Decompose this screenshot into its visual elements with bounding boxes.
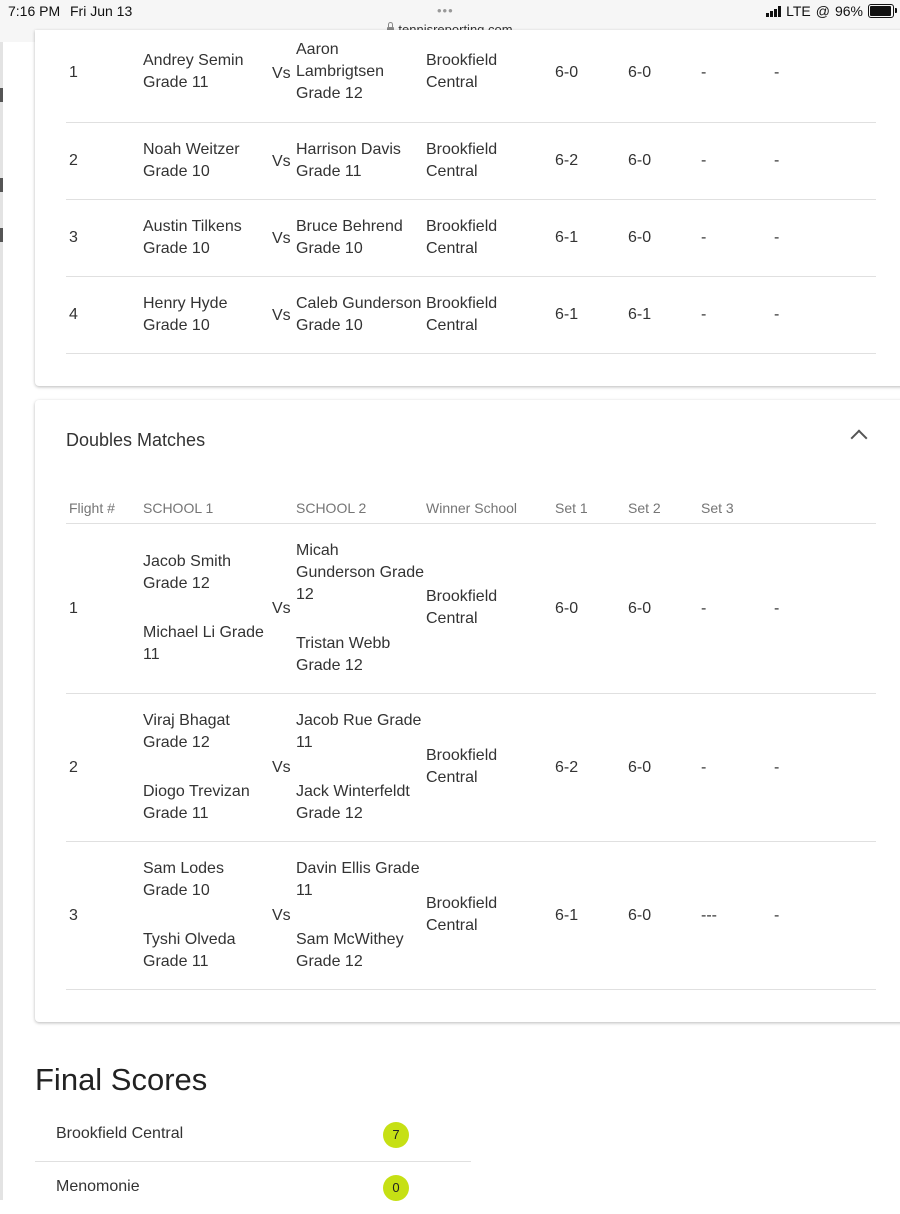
score-badge: 0 <box>383 1175 409 1201</box>
vs-label: Vs <box>272 907 291 924</box>
winner-school: Brookfield Central <box>426 218 498 257</box>
set1-score: 6-0 <box>555 600 579 617</box>
tab-dots-icon[interactable]: ••• <box>437 3 454 18</box>
orientation-lock-icon: @ <box>815 3 830 19</box>
table-row <box>66 30 876 123</box>
school2-player: Aaron Lambrigtsen Grade 12 <box>296 41 385 102</box>
final-score-row <box>35 1162 471 1214</box>
header-school2[interactable]: SCHOOL 2 <box>296 500 367 516</box>
school2-player-b: Sam McWithey Grade 12 <box>296 931 404 970</box>
school1-player-b: Diogo Trevizan Grade 11 <box>143 783 250 822</box>
final-scores-title: Final Scores <box>35 1062 208 1097</box>
school2-player-b: Tristan Webb Grade 12 <box>296 635 391 674</box>
school1-player: Henry Hyde Grade 10 <box>143 295 228 334</box>
battery-fill <box>870 6 891 16</box>
header-flight[interactable]: Flight # <box>69 500 115 516</box>
extra-cell: - <box>774 229 780 246</box>
flight-number: 3 <box>69 229 78 246</box>
school2-player: Caleb Gunderson Grade 10 <box>296 295 422 334</box>
set3-score: --- <box>701 907 717 924</box>
header-school1[interactable]: SCHOOL 1 <box>143 500 214 516</box>
school1-player: Austin Tilkens Grade 10 <box>143 218 242 257</box>
school2-player-b: Jack Winterfeldt Grade 12 <box>296 783 410 822</box>
battery-icon <box>868 4 894 18</box>
set1-score: 6-1 <box>555 229 579 246</box>
status-right <box>766 3 894 19</box>
school2-player-a: Micah Gunderson Grade 12 <box>296 542 425 603</box>
status-time: 7:16 PM <box>8 3 61 19</box>
section-title: Doubles Matches <box>66 430 206 450</box>
table-row <box>66 199 876 277</box>
set1-score: 6-1 <box>555 306 579 323</box>
winner-school: Brookfield Central <box>426 588 498 627</box>
header-set2[interactable]: Set 2 <box>628 500 661 516</box>
set2-score: 6-0 <box>628 64 652 81</box>
school1-player-a: Sam Lodes Grade 10 <box>143 860 224 899</box>
set3-score: - <box>701 759 707 776</box>
set1-score: 6-0 <box>555 64 579 81</box>
school1-player-a: Jacob Smith Grade 12 <box>143 553 232 592</box>
battery-percent: 96% <box>834 3 863 19</box>
extra-cell: - <box>774 306 780 323</box>
score-badge: 7 <box>383 1122 409 1148</box>
set2-score: 6-1 <box>628 306 652 323</box>
winner-school: Brookfield Central <box>426 52 498 91</box>
set2-score: 6-0 <box>628 600 652 617</box>
table-header <box>66 473 876 524</box>
flight-number: 1 <box>69 64 78 81</box>
table-row <box>66 693 876 842</box>
school2-player: Bruce Behrend Grade 10 <box>296 218 403 257</box>
header-set3[interactable]: Set 3 <box>701 500 734 516</box>
set2-score: 6-0 <box>628 229 652 246</box>
table-row <box>66 122 876 200</box>
flight-number: 2 <box>69 759 78 776</box>
final-score-row <box>35 1109 471 1162</box>
school1-player-b: Michael Li Grade 11 <box>143 624 264 663</box>
team-name: Menomonie <box>56 1178 140 1195</box>
school2-player: Harrison Davis Grade 11 <box>296 141 401 180</box>
school1-player-b: Tyshi Olveda Grade 11 <box>143 931 236 970</box>
set1-score: 6-1 <box>555 907 579 924</box>
extra-cell: - <box>774 600 780 617</box>
table-row <box>66 523 876 694</box>
vs-label: Vs <box>272 230 291 247</box>
signal-icon <box>766 6 781 17</box>
left-edge-strip <box>0 42 3 1200</box>
set1-score: 6-2 <box>555 152 579 169</box>
winner-school: Brookfield Central <box>426 295 498 334</box>
school2-player-a: Davin Ellis Grade 11 <box>296 860 420 899</box>
winner-school: Brookfield Central <box>426 895 498 934</box>
table-row <box>66 841 876 990</box>
school1-player: Andrey Semin Grade 11 <box>143 52 244 91</box>
extra-cell: - <box>774 907 780 924</box>
set3-score: - <box>701 64 707 81</box>
extra-cell: - <box>774 64 780 81</box>
set3-score: - <box>701 600 707 617</box>
set2-score: 6-0 <box>628 907 652 924</box>
singles-matches-card <box>35 30 900 386</box>
table-row <box>66 276 876 354</box>
status-date: Fri Jun 13 <box>70 3 133 19</box>
team-name: Brookfield Central <box>56 1125 184 1142</box>
extra-cell: - <box>774 759 780 776</box>
set1-score: 6-2 <box>555 759 579 776</box>
set2-score: 6-0 <box>628 759 652 776</box>
school1-player: Noah Weitzer Grade 10 <box>143 141 240 180</box>
set2-score: 6-0 <box>628 152 652 169</box>
school1-player-a: Viraj Bhagat Grade 12 <box>143 712 230 751</box>
header-set1[interactable]: Set 1 <box>555 500 588 516</box>
network-label: LTE <box>786 3 811 19</box>
vs-label: Vs <box>272 600 291 617</box>
set3-score: - <box>701 152 707 169</box>
flight-number: 4 <box>69 306 78 323</box>
flight-number: 2 <box>69 152 78 169</box>
vs-label: Vs <box>272 65 291 82</box>
chevron-up-icon[interactable] <box>851 430 868 447</box>
vs-label: Vs <box>272 759 291 776</box>
header-winner[interactable]: Winner School <box>426 500 518 516</box>
flight-number: 3 <box>69 907 78 924</box>
doubles-matches-card <box>35 400 900 1022</box>
winner-school: Brookfield Central <box>426 141 498 180</box>
school2-player-a: Jacob Rue Grade 11 <box>296 712 422 751</box>
vs-label: Vs <box>272 153 291 170</box>
vs-label: Vs <box>272 307 291 324</box>
winner-school: Brookfield Central <box>426 747 498 786</box>
extra-cell: - <box>774 152 780 169</box>
set3-score: - <box>701 229 707 246</box>
set3-score: - <box>701 306 707 323</box>
flight-number: 1 <box>69 600 78 617</box>
